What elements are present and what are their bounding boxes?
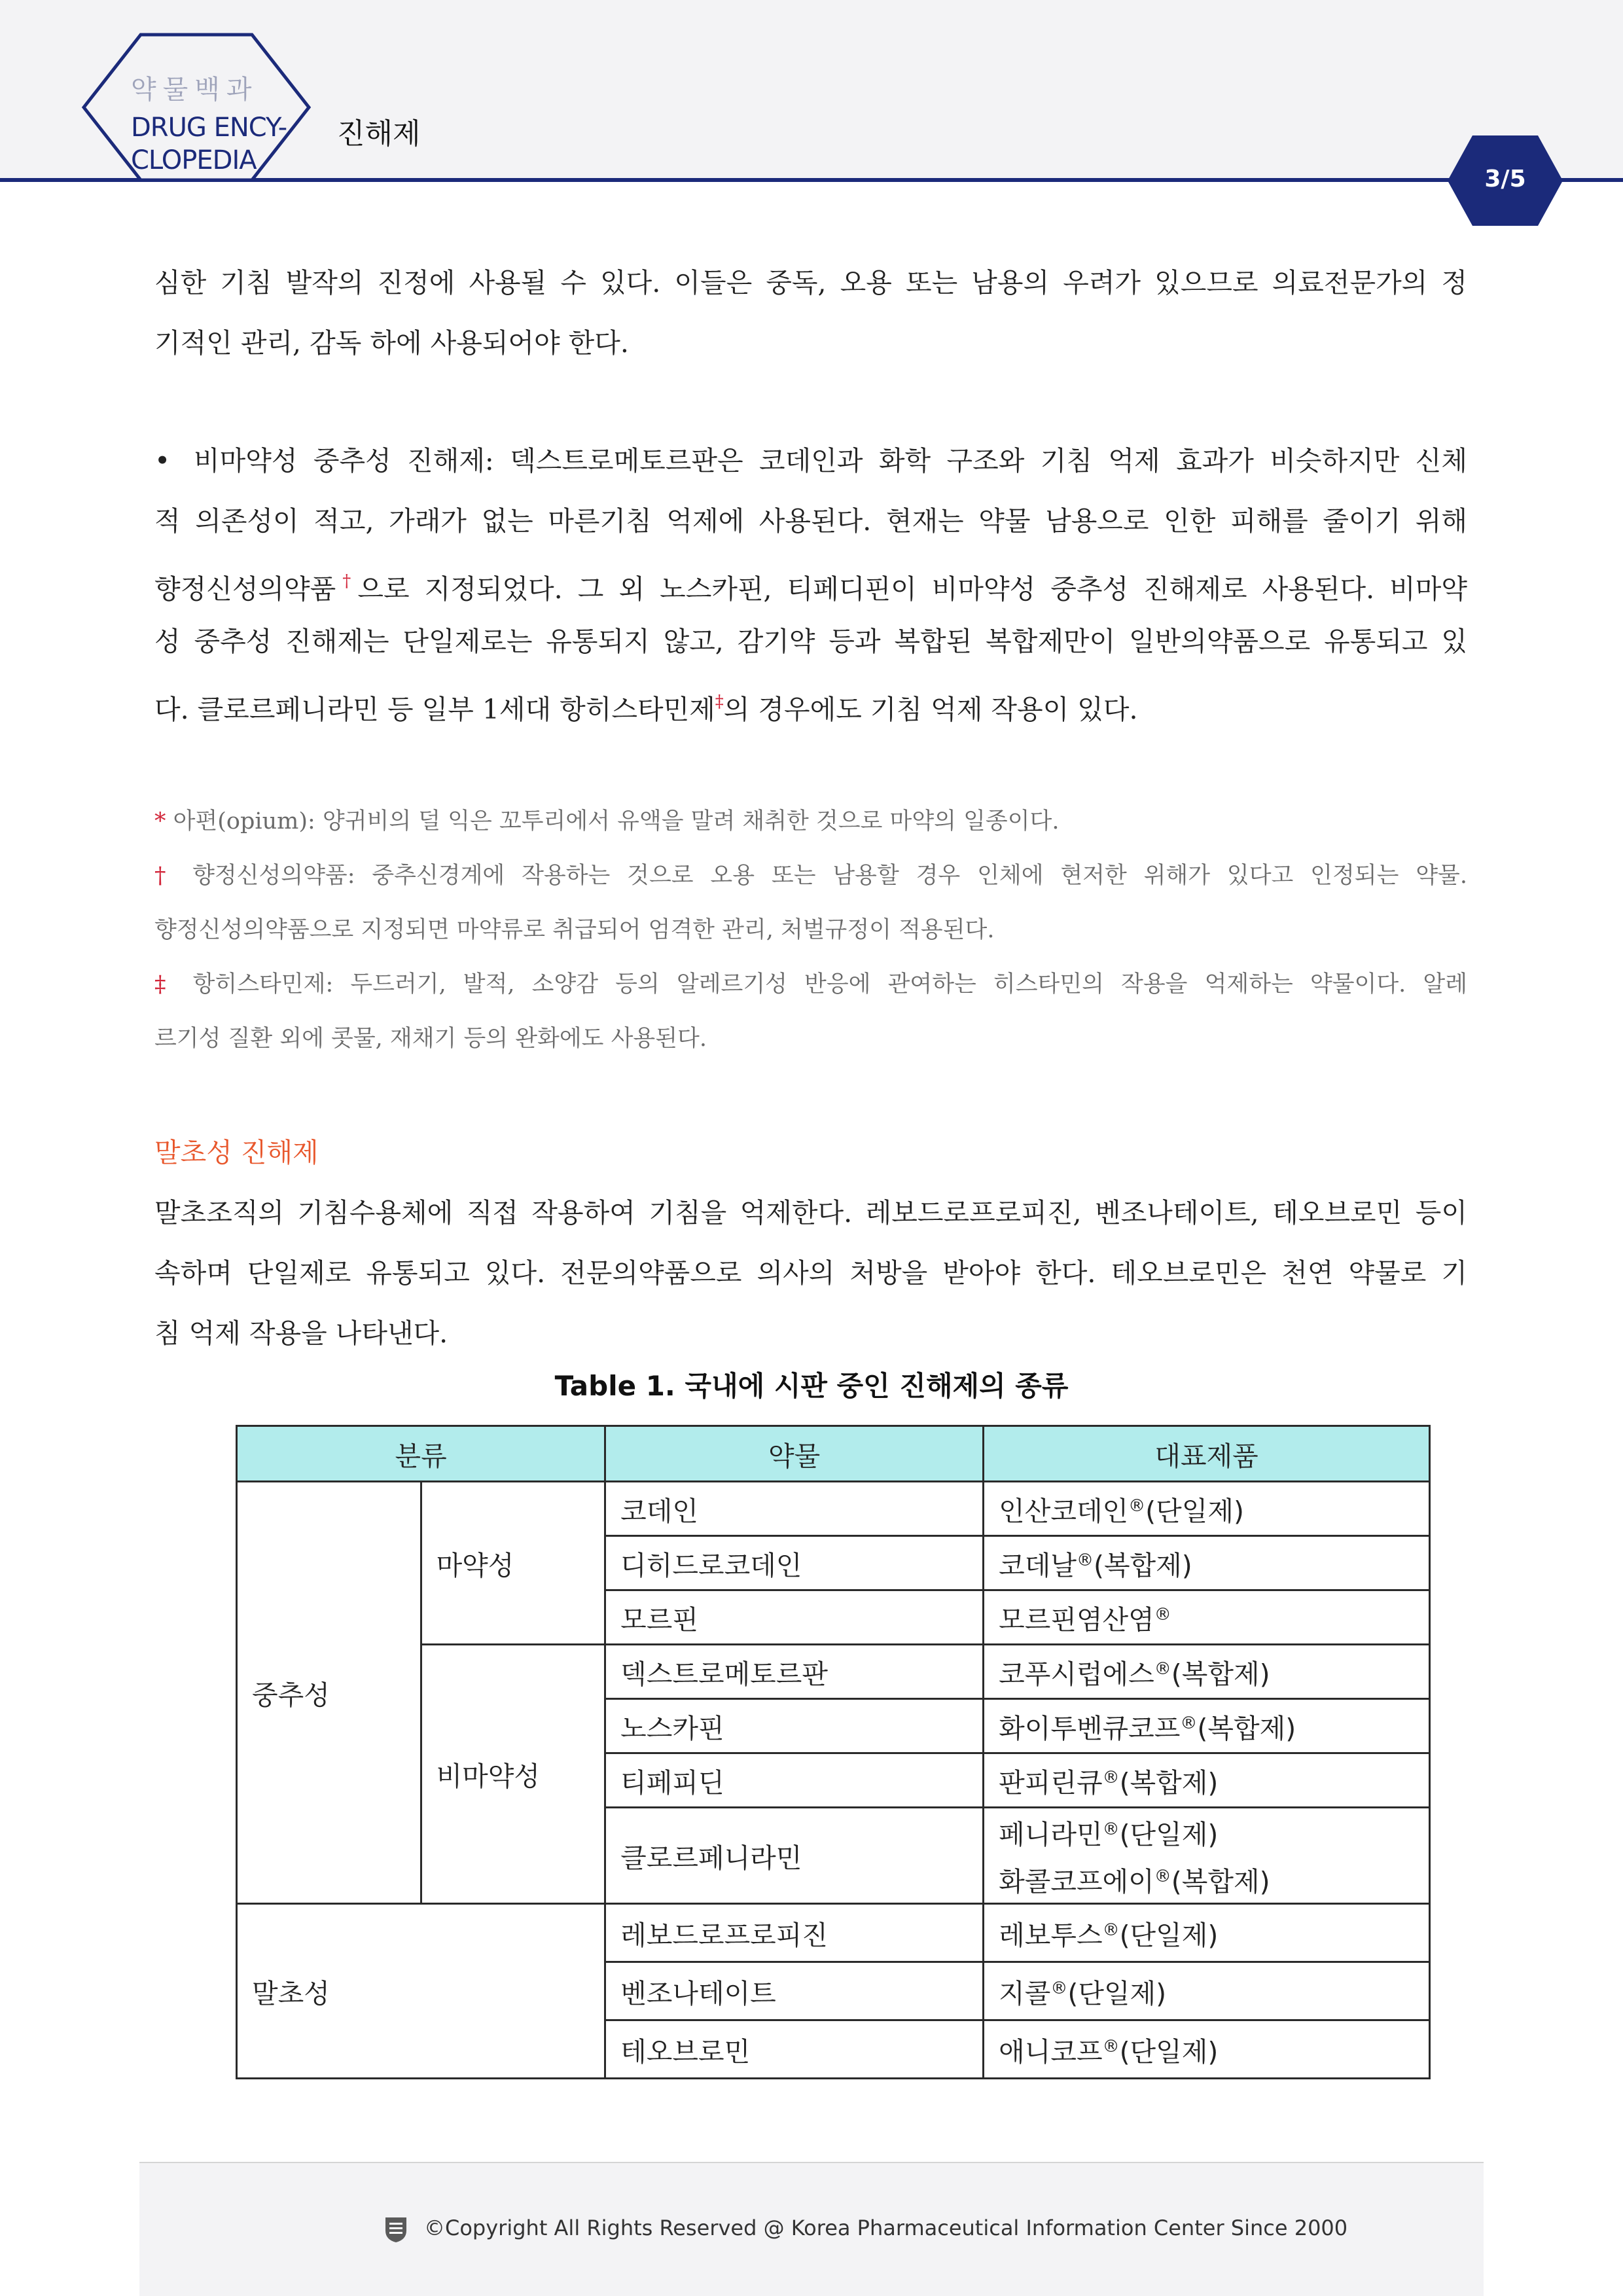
peripheral-line-2: 속하며 단일제로 유통되고 있다. 전문의약품으로 의사의 처방을 받아야 한다. 테오브로민은 천연 약물로 기 xyxy=(154,1257,1467,1289)
product-note: (복합제) xyxy=(1119,1767,1219,1799)
product-note: (복합제) xyxy=(1171,1658,1270,1690)
product-cell xyxy=(984,1962,1430,2020)
double-dagger-footnote-mark: ‡ xyxy=(715,692,724,711)
product-line xyxy=(999,1808,1414,1856)
drug-cell: 레보드로프로피진 xyxy=(605,1904,984,1962)
bullet-line-5-b: 의 경우에도 기침 억제 작용이 있다. xyxy=(723,694,1138,725)
product-cell xyxy=(984,1536,1430,1590)
footnote-antihistamine-text-1: 항히스타민제: 두드러기, 발적, 소양감 등의 알레르기성 반응에 관여하는 히스타민의 작용을 억제하는 약물이다. 알레 xyxy=(192,971,1468,997)
header-drug: 약물 xyxy=(605,1426,984,1482)
header-classification: 분류 xyxy=(237,1426,605,1482)
registered-mark: ® xyxy=(1154,1604,1171,1624)
subgroup-narcotic: 마약성 xyxy=(421,1482,605,1645)
product-name: 페니라민 xyxy=(999,1819,1103,1850)
product-note: (단일제) xyxy=(1119,2036,1219,2068)
footnote-antihistamine-2: 르기성 질환 외에 콧물, 재채기 등의 완화에도 사용된다. xyxy=(154,1026,707,1052)
registered-mark: ® xyxy=(1076,1550,1094,1570)
logo-english-line-2: CLOPEDIA xyxy=(131,145,257,175)
product-note: (단일제) xyxy=(1145,1495,1244,1527)
kpic-shield-icon xyxy=(383,2215,409,2244)
drug-cell: 클로르페니라민 xyxy=(605,1808,984,1904)
footnote-psychotropic-2: 향정신성의약품으로 지정되면 마약류로 취급되어 엄격한 관리, 처벌규정이 적용된다. xyxy=(154,917,995,943)
double-dagger-mark: ‡ xyxy=(154,971,176,997)
product-cell xyxy=(984,1808,1430,1904)
registered-mark: ® xyxy=(1154,1659,1171,1679)
product-name: 화콜코프에이 xyxy=(999,1866,1154,1897)
table-row xyxy=(237,1482,1430,1536)
product-cell xyxy=(984,1753,1430,1808)
product-cell xyxy=(984,1645,1430,1699)
subgroup-non-narcotic: 비마약성 xyxy=(421,1645,605,1904)
product-name: 코데날 xyxy=(999,1549,1077,1581)
footnote-psychotropic-text-1: 향정신성의약품: 중추신경계에 작용하는 것으로 오용 또는 남용할 경우 인체에 현저한 위해가 있다고 인정되는 약물. xyxy=(192,863,1467,889)
intro-line-1: 심한 기침 발작의 진정에 사용될 수 있다. 이들은 중독, 오용 또는 남용의 우려가 있으므로 의료전문가의 정 xyxy=(154,267,1467,298)
product-note: (단일제) xyxy=(1119,1919,1219,1951)
product-name: 인산코데인 xyxy=(999,1495,1129,1527)
drug-cell: 덱스트로메토르판 xyxy=(605,1645,984,1699)
logo-english-text xyxy=(131,111,287,177)
document-title: 진해제 xyxy=(337,117,421,151)
registered-mark: ® xyxy=(1102,2036,1120,2056)
copyright-text: ©Copyright All Rights Reserved @ Korea Pharmaceutical Information Center Since 2000 xyxy=(424,2215,1348,2240)
footnote-opium xyxy=(154,795,1467,849)
bullet-line-1-text: 비마약성 중추성 진해제: 덱스트로메토르판은 코데인과 화학 구조와 기침 억제 효과가 비슷하지만 신체 xyxy=(194,445,1467,476)
table-caption: Table 1. 국내에 시판 중인 진해제의 종류 xyxy=(554,1370,1069,1402)
footnote-antihistamine-1 xyxy=(154,958,1467,1012)
bullet-marker: • xyxy=(154,445,171,476)
product-cell xyxy=(984,2020,1430,2079)
product-name: 레보투스 xyxy=(999,1919,1103,1951)
bullet-line-5 xyxy=(154,672,1467,732)
table-header-row xyxy=(237,1426,1430,1482)
drug-cell: 노스카핀 xyxy=(605,1699,984,1753)
product-name: 애니코프 xyxy=(999,2036,1103,2068)
product-line xyxy=(999,1856,1414,1903)
antitussive-table xyxy=(236,1425,1431,2079)
peripheral-line-1: 말초조직의 기침수용체에 직접 작용하여 기침을 억제한다. 레보드로프로피진, 벤조나테이트, 테오브로민 등이 xyxy=(154,1197,1467,1229)
header-product: 대표제품 xyxy=(984,1426,1430,1482)
product-note: (단일제) xyxy=(1067,1977,1167,2009)
drug-cell: 티페피딘 xyxy=(605,1753,984,1808)
product-name: 모르핀염산염 xyxy=(999,1604,1154,1636)
drug-cell: 테오브로민 xyxy=(605,2020,984,2079)
drug-cell: 코데인 xyxy=(605,1482,984,1536)
footnote-psychotropic-1 xyxy=(154,849,1467,903)
product-cell xyxy=(984,1482,1430,1536)
peripheral-line-3: 침 억제 작용을 나타낸다. xyxy=(154,1318,448,1349)
registered-mark: ® xyxy=(1154,1867,1171,1886)
bullet-line-2: 적 의존성이 적고, 가래가 없는 마른기침 억제에 사용된다. 현재는 약물 남용으로 인한 피해를 줄이기 위해 xyxy=(154,505,1467,537)
peripheral-paragraph xyxy=(154,1183,1467,1363)
product-cell xyxy=(984,1590,1430,1645)
dagger-footnote-mark: † xyxy=(336,571,358,591)
dagger-mark: † xyxy=(154,863,176,889)
bullet-line-4: 성 중추성 진해제는 단일제로는 유통되지 않고, 감기약 등과 복합된 복합제만이 일반의약품으로 유통되고 있 xyxy=(154,626,1467,657)
table-row xyxy=(237,1904,1430,1962)
product-cell xyxy=(984,1904,1430,1962)
group-central: 중추성 xyxy=(237,1482,421,1904)
registered-mark: ® xyxy=(1102,1920,1120,1940)
product-name: 코푸시럽에스 xyxy=(999,1658,1154,1690)
product-note: (단일제) xyxy=(1119,1819,1219,1850)
group-peripheral: 말초성 xyxy=(237,1904,605,2079)
footnote-opium-text: 아편(opium): 양귀비의 덜 익은 꼬투리에서 유액을 말려 채취한 것으로 마약의 일종이다. xyxy=(173,808,1060,834)
page-number: 3/5 xyxy=(1484,166,1526,192)
drug-cell: 벤조나테이트 xyxy=(605,1962,984,2020)
footnotes xyxy=(154,795,1467,1066)
section-title-peripheral: 말초성 진해제 xyxy=(154,1137,319,1168)
intro-line-2: 기적인 관리, 감독 하에 사용되어야 한다. xyxy=(154,327,629,359)
product-note: (복합제) xyxy=(1093,1549,1192,1581)
product-note: (복합제) xyxy=(1171,1866,1270,1897)
drug-cell: 디히드로코데인 xyxy=(605,1536,984,1590)
registered-mark: ® xyxy=(1102,1820,1120,1839)
non-narcotic-paragraph xyxy=(154,431,1467,732)
registered-mark: ® xyxy=(1128,1496,1146,1516)
bullet-line-3-a: 향정신성의약품 xyxy=(154,573,336,605)
registered-mark: ® xyxy=(1180,1713,1198,1733)
intro-paragraph xyxy=(154,253,1467,373)
product-cell xyxy=(984,1699,1430,1753)
bullet-line-5-a: 다. 클로르페니라민 등 일부 1세대 항히스타민제 xyxy=(154,694,715,725)
logo-korean-text: 약물백과 xyxy=(131,75,259,105)
logo-english-line-1: DRUG ENCY- xyxy=(131,113,287,143)
product-name: 지콜 xyxy=(999,1977,1051,2009)
bullet-line-1 xyxy=(154,431,1467,491)
drug-cell: 모르핀 xyxy=(605,1590,984,1645)
asterisk-mark: * xyxy=(154,808,166,834)
bullet-line-3 xyxy=(154,551,1467,611)
registered-mark: ® xyxy=(1050,1978,1068,1998)
product-note: (복합제) xyxy=(1197,1712,1296,1744)
registered-mark: ® xyxy=(1102,1767,1120,1787)
product-name: 화이투벤큐코프 xyxy=(999,1712,1181,1744)
product-name: 판피린큐 xyxy=(999,1767,1103,1799)
bullet-line-3-b: 으로 지정되었다. 그 외 노스카핀, 티페디핀이 비마약성 중추성 진해제로 사용된다. 비마약 xyxy=(357,573,1467,605)
